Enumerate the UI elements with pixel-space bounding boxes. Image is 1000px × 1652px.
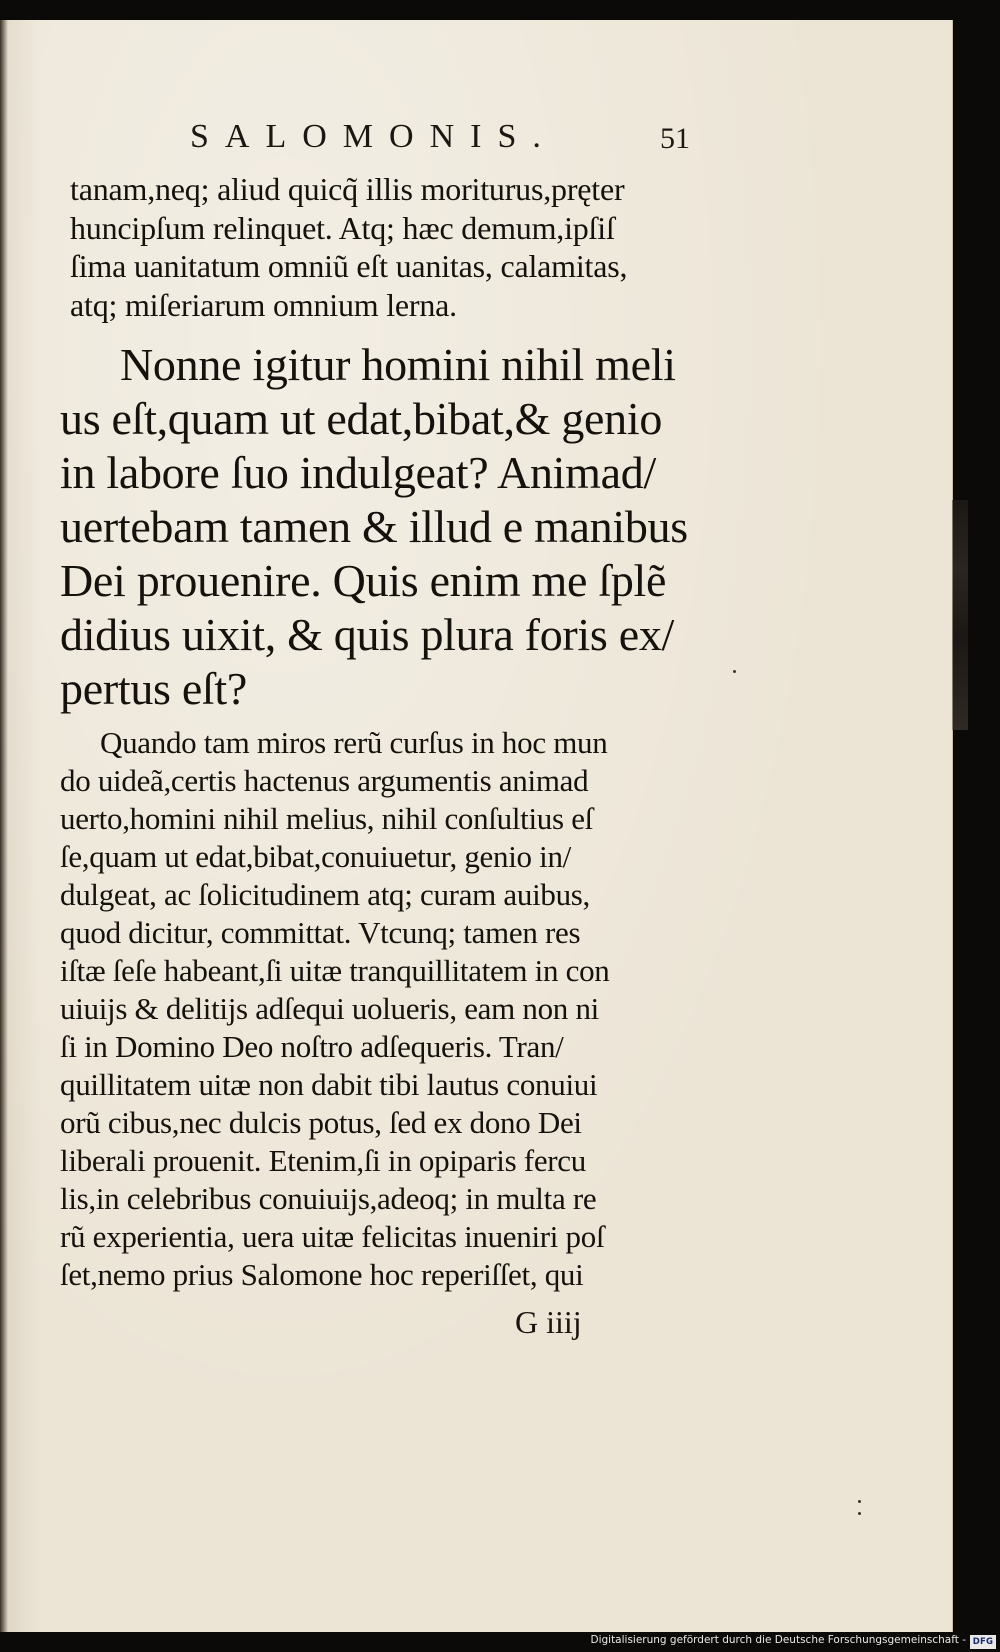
commentary-line: orũ cibus,nec dulcis potus, ſed ex dono Dei <box>60 1105 582 1140</box>
commentary-line: rũ experientia, uera uitæ felicitas inueniri poſ <box>60 1219 605 1254</box>
commentary-line: ſe,quam ut edat,bibat,conuiuetur, genio in/ <box>60 839 571 874</box>
text-block <box>60 170 750 1294</box>
commentary-line: iſtæ ſeſe habeant,ſi uitæ tranquillitatem in con <box>60 953 610 988</box>
continuation-paragraph <box>60 170 750 324</box>
paper-speck <box>733 670 736 673</box>
text-line: ſima uanitatum omniũ eſt uanitas, calamitas, <box>70 248 628 284</box>
commentary-line: ſi in Domino Deo noſtro adſequeris. Tran/ <box>60 1029 564 1064</box>
adjacent-page-edge <box>952 500 968 730</box>
text-line: huncipſum relinquet. Atq; hæc demum,ipſiſ <box>70 209 615 246</box>
running-head: SALOMONIS. <box>190 118 557 155</box>
commentary-line: dulgeat, ac ſolicitudinem atq; curam auibus, <box>60 877 590 912</box>
verse-line: in labore ſuo indulgeat? Animad/ <box>60 447 656 498</box>
commentary-line: ſet,nemo prius Salomone hoc reperiſſet, qui <box>60 1257 584 1292</box>
funding-credit: Digitalisierung gefördert durch die Deutsche Forschungsgemeinschaft - <box>590 1634 966 1646</box>
signature-mark: G iiij <box>515 1304 582 1340</box>
commentary-line: Quando tam miros rerũ curſus in hoc mun <box>100 725 608 760</box>
commentary-line: quillitatem uitæ non dabit tibi lautus conuiui <box>60 1067 598 1102</box>
verse-line: didius uixit, & quis plura foris ex/ <box>60 609 674 660</box>
commentary-line: quod dicitur, committat. Vtcunq; tamen res <box>60 915 581 950</box>
scripture-verse <box>60 338 750 716</box>
commentary-line: uiuijs & delitijs adſequi uolueris, eam non ni <box>60 991 599 1026</box>
commentary-line: lis,in celebribus conuiuijs,adeoq; in multa re <box>60 1181 597 1216</box>
page-number: 51 <box>660 122 690 155</box>
verse-line: pertus eſt? <box>60 663 248 714</box>
commentary-line: do uideã,certis hactenus argumentis animad <box>60 763 589 798</box>
verse-line: us eſt,quam ut edat,bibat,& genio <box>60 393 663 444</box>
paper-speck <box>858 1500 861 1503</box>
paper-speck <box>858 1512 861 1515</box>
gutter-shadow <box>0 20 8 1632</box>
commentary-line: liberali prouenit. Etenim,ſi in opiparis fercu <box>60 1143 586 1178</box>
commentary-line: uerto,homini nihil melius, nihil conſultius eſ <box>60 801 593 836</box>
verse-line: Dei prouenire. Quis enim me ſplẽ <box>60 555 667 606</box>
text-line: atq; miſeriarum omnium lerna. <box>70 286 457 323</box>
text-line: tanam,neq; aliud quicq̃ illis moriturus,pręter <box>70 171 625 207</box>
verse-line: Nonne igitur homini nihil meli <box>120 339 676 390</box>
verse-line: uertebam tamen & illud e manibus <box>60 501 688 552</box>
commentary-paragraph <box>60 724 750 1294</box>
dfg-logo-icon: DFG <box>970 1635 996 1649</box>
